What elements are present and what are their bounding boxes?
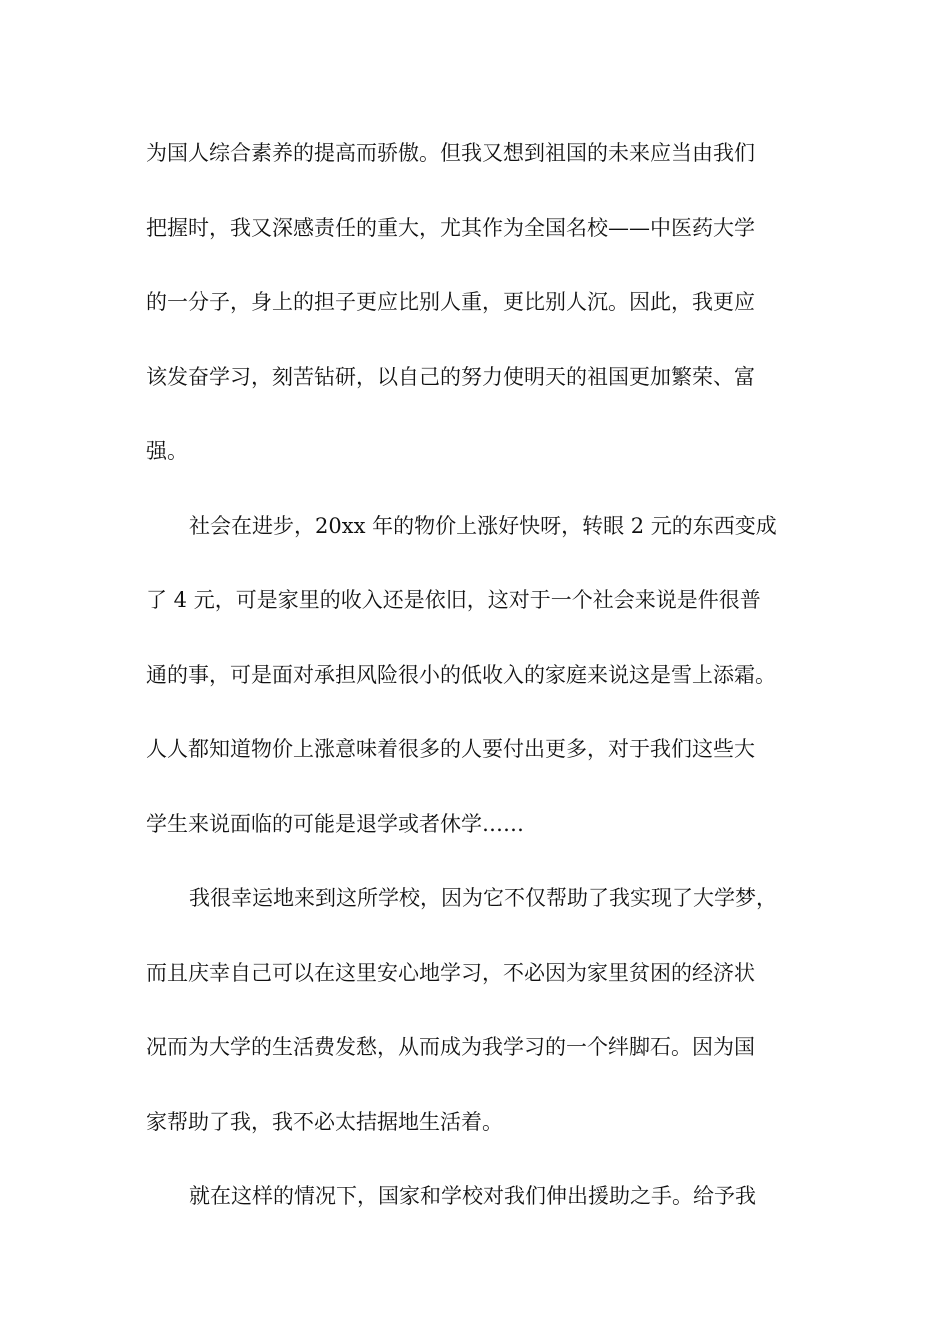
text-line-2: 把握时，我又深感责任的重大，尤其作为全国名校——中医药大学 (146, 215, 755, 240)
text-line-4: 该发奋学习，刻苦钻研，以自己的努力使明天的祖国更加繁荣、富 (146, 364, 755, 389)
body-text (146, 131, 826, 1249)
text-line-15: 就在这样的情况下，国家和学校对我们伸出援助之手。给予我 (189, 1184, 756, 1208)
text-line-5: 强。 (146, 439, 188, 463)
text-line-8: 通的事，可是面对承担风险很小的低收入的家庭来说这是雪上添霜。 (146, 662, 776, 687)
text-line-3: 的一分子，身上的担子更应比别人重，更比别人沉。因此，我更应 (146, 290, 755, 314)
text-line-14: 家帮助了我，我不必太拮据地生活着。 (146, 1109, 503, 1134)
text-line-7: 了 4 元，可是家里的收入还是依旧，这对于一个社会来说是件很普 (146, 588, 761, 612)
text-line-6: 社会在进步，20xx 年的物价上涨好快呀，转眼 2 元的东西变成 (189, 513, 777, 538)
text-line-11: 我很幸运地来到这所学校，因为它不仅帮助了我实现了大学梦， (189, 886, 777, 910)
text-line-12: 而且庆幸自己可以在这里安心地学习，不必因为家里贫困的经济状 (146, 960, 755, 985)
text-line-9: 人人都知道物价上涨意味着很多的人要付出更多，对于我们这些大 (146, 737, 755, 761)
text-line-1: 为国人综合素养的提高而骄傲。但我又想到祖国的未来应当由我们 (146, 141, 755, 165)
text-line-13: 况而为大学的生活费发愁，从而成为我学习的一个绊脚石。因为国 (146, 1035, 755, 1059)
text-line-10: 学生来说面临的可能是退学或者休学…… (146, 811, 524, 836)
